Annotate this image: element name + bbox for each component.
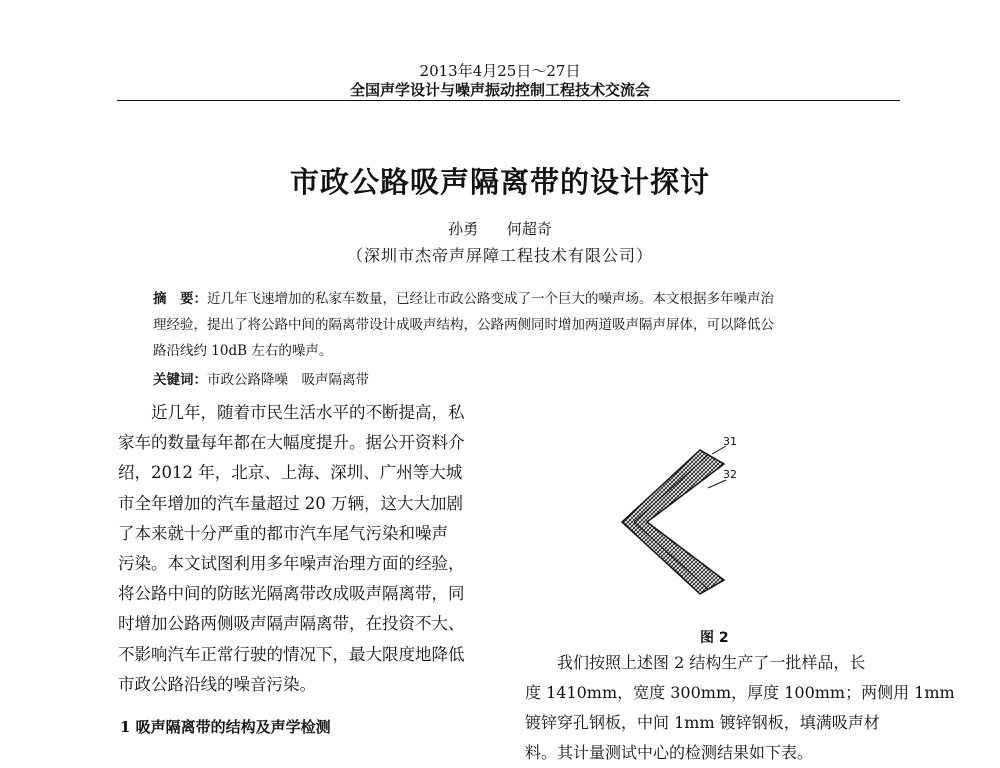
body-line: 市全年增加的汽车量超过 20 万辆，这大大加剧: [118, 493, 463, 513]
abstract: [153, 286, 873, 364]
figure-label-32: 32: [723, 468, 737, 481]
body-line: 不影响汽车正常行驶的情况下，最大限度地降低: [118, 644, 465, 664]
affiliation: （深圳市杰帝声屏障工程技术有限公司）: [346, 246, 653, 265]
header-date: 2013年4月25日～27日: [419, 62, 581, 80]
body-line: 镀锌穿孔钢板，中间 1mm 镀锌钢板，填满吸声材: [525, 713, 880, 732]
chevron-absorber-shape: [622, 450, 724, 594]
author-2: 何超奇: [506, 220, 552, 238]
section-heading: 1 吸声隔离带的结构及声学检测: [120, 718, 331, 736]
leader-line-32: [708, 480, 726, 488]
figure-caption: 图 2: [700, 630, 729, 646]
header-rule: [117, 100, 900, 101]
figure-2-diagram: [600, 430, 760, 600]
body-line: 时增加公路两侧吸声隔声隔离带，在投资不大、: [118, 614, 465, 634]
body-line: 市政公路沿线的噪音污染。: [118, 674, 316, 694]
abstract-line: 理经验，提出了将公路中间的隔离带设计成吸声结构，公路两侧同时增加两道吸声隔声屏体，可以降低公: [153, 317, 774, 333]
body-line: 了本来就十分严重的都市汽车尾气污染和噪声: [118, 523, 448, 543]
keywords-label: 关键词：: [153, 372, 207, 388]
author-1: 孙勇: [448, 220, 479, 238]
body-line: 我们按照上述图 2 结构生产了一批样品，长: [525, 653, 866, 672]
abstract-label: 摘 要：: [153, 291, 207, 307]
abstract-line: [153, 286, 873, 312]
body-line: 度 1410mm，宽度 300mm，厚度 100mm；两侧用 1mm: [525, 683, 955, 702]
abstract-line: 路沿线约 10dB 左右的噪声。: [153, 343, 333, 359]
body-line: 污染。本文试图利用多年噪声治理方面的经验，: [118, 554, 465, 574]
keywords: [153, 368, 369, 388]
body-line: 绍，2012 年，北京、上海、深圳、广州等大城: [118, 463, 463, 483]
keywords-text: 市政公路降噪 吸声隔离带: [207, 372, 369, 388]
paper-title: 市政公路吸声隔离带的设计探讨: [289, 165, 710, 199]
body-line: 家车的数量每年都在大幅度提升。据公开资料介: [118, 433, 465, 453]
chevron-inner-edge: [634, 455, 708, 522]
figure-label-31: 31: [723, 435, 737, 448]
authors: [0, 218, 1000, 239]
body-line: 近几年，随着市民生活水平的不断提高，私: [118, 403, 465, 422]
body-left-column: [118, 398, 498, 700]
body-line: 料。其计量测试中心的检测结果如下表。: [525, 743, 814, 762]
body-right-column: [525, 648, 955, 768]
chevron-inner-edge: [634, 522, 708, 589]
abstract-text: 近几年飞速增加的私家车数量，已经让市政公路变成了一个巨大的噪声场。本文根据多年噪声治: [207, 291, 774, 307]
header-conference: 全国声学设计与噪声振动控制工程技术交流会: [349, 81, 650, 99]
body-line: 将公路中间的防眩光隔离带改成吸声隔离带，同: [118, 584, 465, 604]
